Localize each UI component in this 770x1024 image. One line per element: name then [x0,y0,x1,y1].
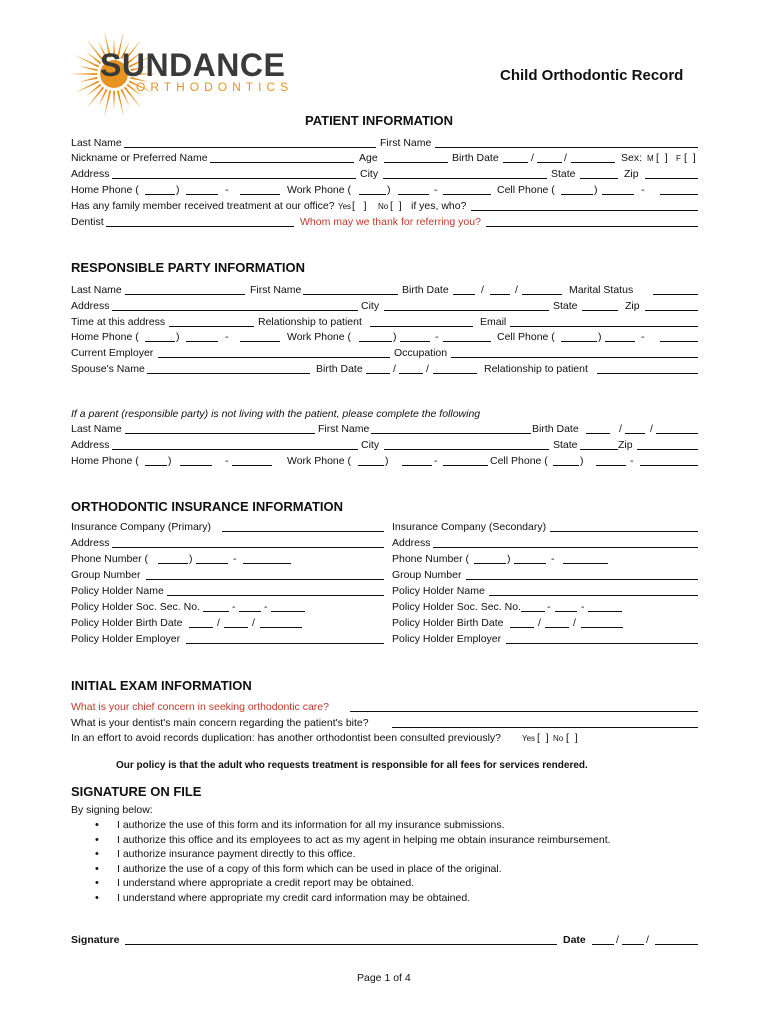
rp-home-area-field[interactable] [145,331,175,342]
paren-close: ) [176,331,180,343]
date-separator: / [426,363,429,375]
ins-secondary-holder-field[interactable] [489,585,698,596]
phone-dash: - [233,553,237,565]
referral-label: Whom may we thank for referring you? [300,216,481,228]
family-no-label: No [378,202,389,211]
sun-ray [104,90,111,117]
rp-cell-prefix-field[interactable] [605,331,635,342]
sun-ray [70,73,97,75]
parent-state-field[interactable] [580,439,618,450]
patient-home-prefix-field[interactable] [186,184,218,195]
birth-year-field[interactable] [571,152,615,163]
list-item: • I authorize the use of a copy of this form which can be used in place of the original. [95,862,611,877]
paren-close: ) [507,553,511,565]
parent-address-field[interactable] [112,439,358,450]
birth-day-field[interactable] [537,152,562,163]
rp-relationship-label: Relationship to patient [258,316,362,328]
patient-work-phone-label: Work Phone ( [287,184,351,196]
age-field[interactable] [384,152,448,163]
patient-cell-line-field[interactable] [660,184,698,195]
rp-work-area-field[interactable] [359,331,392,342]
ins-primary-birth-year[interactable] [260,617,302,628]
sex-f-checkbox[interactable]: [ ] [684,152,696,164]
brand-tagline: ORTHODONTICS [136,80,294,94]
rp-employer-label: Current Employer [71,347,154,359]
rp-work-prefix-field[interactable] [400,331,430,342]
parent-birth-label: Birth Date [532,423,579,435]
paren-close: ) [594,184,598,196]
rp-city-label: City [361,300,380,312]
date-separator: / [515,284,518,296]
parent-state-label: State [553,439,578,451]
phone-dash: - [435,331,439,343]
sun-ray [74,55,99,68]
parent-home-area-field[interactable] [145,455,167,466]
parent-city-label: City [361,439,380,451]
brand-name: SUNDANCE [100,47,286,83]
date-separator: / [531,152,534,164]
paren-close: ) [168,455,172,467]
rp-birth-month-field[interactable] [453,284,475,295]
rp-home-line-field[interactable] [240,331,280,342]
paren-close: ) [580,455,584,467]
list-item: • I authorize the use of this form and its information for all my insurance submissions. [95,818,611,833]
date-separator: / [481,284,484,296]
rp-employer-field[interactable] [158,347,390,358]
list-item: • I understand where appropriate my credit card information may be obtained. [95,891,611,906]
rp-birth-day-field[interactable] [490,284,510,295]
rp-email-label: Email [480,316,507,328]
ins-secondary-area-field[interactable] [474,553,506,564]
parent-first-name-field[interactable] [371,423,531,434]
parent-home-prefix-field[interactable] [180,455,212,466]
parent-home-phone-label: Home Phone ( [71,455,139,467]
sex-m-checkbox[interactable]: [ ] [656,152,668,164]
ins-primary-ssn-3[interactable] [271,601,305,612]
rp-time-at-field[interactable] [169,316,254,327]
paren-close: ) [598,331,602,343]
parent-work-phone-label: Work Phone ( [287,455,351,467]
date-separator: / [217,617,220,629]
patient-zip-label: Zip [624,168,639,180]
ins-secondary-birth-label: Policy Holder Birth Date [392,617,504,629]
patient-cell-area-field[interactable] [561,184,593,195]
spouse-birth-day-field[interactable] [399,363,423,374]
patient-work-area-field[interactable] [359,184,386,195]
patient-home-line-field[interactable] [240,184,280,195]
date-separator: / [564,152,567,164]
parent-birth-year-field[interactable] [656,423,698,434]
parent-address-label: Address [71,439,110,451]
paren-close: ) [387,184,391,196]
paren-close: ) [176,184,180,196]
date-separator: / [650,423,653,435]
spouse-birth-label: Birth Date [316,363,363,375]
parent-cell-phone-label: Cell Phone ( [490,455,548,467]
referral-field[interactable] [486,216,698,227]
parent-first-name-label: First Name [318,423,370,435]
rp-address-field[interactable] [112,300,358,311]
rp-address-label: Address [71,300,110,312]
rp-state-label: State [553,300,578,312]
rp-email-field[interactable] [510,316,698,327]
ins-primary-prefix-field[interactable] [196,553,228,564]
list-item: • I authorize insurance payment directly to this office. [95,847,611,862]
patient-first-name-field[interactable] [435,137,698,148]
signature-heading: SIGNATURE ON FILE [71,784,202,799]
sun-ray [117,90,124,117]
prev-ortho-yes-checkbox[interactable]: [ ] [537,732,549,744]
sun-ray [113,91,115,110]
parent-home-line-field[interactable] [232,455,272,466]
phone-dash: - [551,553,555,565]
ins-secondary-employer-field[interactable] [506,633,698,644]
rp-time-at-label: Time at this address [71,316,166,328]
spouse-birth-month-field[interactable] [366,363,390,374]
rp-work-line-field[interactable] [443,331,491,342]
rp-last-name-field[interactable] [125,284,245,295]
sun-ray [74,80,99,93]
ins-primary-ssn-label: Policy Holder Soc. Sec. No. [71,601,200,613]
ins-primary-address-field[interactable] [112,537,384,548]
dentist-field[interactable] [106,216,294,227]
ins-primary-phone-label: Phone Number ( [71,553,149,565]
previous-ortho-question: In an effort to avoid records duplication: has another orthodontist been consulted previously? [71,732,501,744]
date-label: Date [563,934,586,946]
rp-relationship-field[interactable] [370,316,473,327]
rp-occupation-label: Occupation [394,347,448,359]
date-separator: / [252,617,255,629]
patient-zip-field[interactable] [645,168,698,179]
parent-birth-month-field[interactable] [586,423,610,434]
rp-marital-field[interactable] [653,284,698,295]
ins-primary-birth-month[interactable] [189,617,213,628]
ins-secondary-ssn-1[interactable] [521,601,545,612]
phone-dash: - [225,184,229,196]
rp-city-field[interactable] [384,300,549,311]
patient-address-label: Address [71,168,110,180]
phone-dash: - [630,455,634,467]
patient-city-label: City [360,168,379,180]
birth-date-label: Birth Date [452,152,499,164]
family-no-checkbox[interactable]: [ ] [390,200,402,212]
date-separator: / [573,617,576,629]
rp-zip-field[interactable] [645,300,698,311]
parent-last-name-field[interactable] [125,423,315,434]
parent-cell-line-field[interactable] [640,455,698,466]
ins-primary-employer-label: Policy Holder Employer [71,633,181,645]
patient-cell-prefix-field[interactable] [602,184,634,195]
ins-primary-field[interactable] [222,521,384,532]
ins-secondary-phone-label: Phone Number ( [392,553,470,565]
ins-secondary-field[interactable] [550,521,698,532]
parent-cell-prefix-field[interactable] [596,455,626,466]
list-item: • I understand where appropriate a credit report may be obtained. [95,876,611,891]
patient-last-name-field[interactable] [124,137,376,148]
family-yes-checkbox[interactable]: [ ] [352,200,367,212]
ssn-dash: - [232,601,236,613]
birth-month-field[interactable] [503,152,528,163]
ins-primary-holder-field[interactable] [167,585,384,596]
sig-date-year[interactable] [655,934,698,945]
ins-secondary-group-field[interactable] [466,569,698,580]
signature-field[interactable] [125,934,557,945]
rp-cell-area-field[interactable] [561,331,597,342]
responsible-party-heading: RESPONSIBLE PARTY INFORMATION [71,260,306,275]
rp-occupation-field[interactable] [451,347,698,358]
ins-primary-label: Insurance Company (Primary) [71,521,212,533]
parent-last-name-label: Last Name [71,423,122,435]
rp-zip-label: Zip [625,300,640,312]
signature-label: Signature [71,934,120,946]
parent-work-line-field[interactable] [443,455,488,466]
patient-address-field[interactable] [112,168,356,179]
date-separator: / [646,934,649,946]
patient-work-line-field[interactable] [443,184,491,195]
sun-ray [79,77,98,82]
spouse-name-label: Spouse's Name [71,363,145,375]
date-separator: / [538,617,541,629]
rp-last-name-label: Last Name [71,284,122,296]
ssn-dash: - [547,601,551,613]
parent-city-field[interactable] [384,439,549,450]
ins-secondary-birth-month[interactable] [510,617,534,628]
ins-secondary-address-field[interactable] [433,537,698,548]
chief-concern-question: What is your chief concern in seeking orthodontic care? [71,701,329,713]
parent-zip-label: Zip [618,439,633,451]
date-separator: / [616,934,619,946]
patient-cell-phone-label: Cell Phone ( [497,184,555,196]
ins-secondary-birth-year[interactable] [581,617,623,628]
rp-cell-line-field[interactable] [660,331,698,342]
family-who-field[interactable] [471,200,698,211]
ins-secondary-ssn-3[interactable] [588,601,622,612]
prev-ortho-yes-label: Yes [522,734,536,743]
signature-intro: By signing below: [71,804,153,816]
patient-state-field[interactable] [580,168,618,179]
ins-primary-ssn-1[interactable] [203,601,229,612]
ins-secondary-prefix-field[interactable] [514,553,546,564]
sex-label: Sex: [621,152,643,164]
ins-secondary-line-field[interactable] [563,553,608,564]
patient-state-label: State [551,168,576,180]
authorization-list [95,818,611,905]
spouse-birth-year-field[interactable] [433,363,477,374]
prev-ortho-no-label: No [553,734,564,743]
dentist-label: Dentist [71,216,104,228]
patient-city-field[interactable] [383,168,547,179]
rp-cell-phone-label: Cell Phone ( [497,331,555,343]
parent-note: If a parent (responsible party) is not living with the patient, please complete the following [71,408,481,420]
chief-concern-field[interactable] [350,701,698,712]
list-item: • I authorize this office and its employees to act as my agent in helping me obtain insurance reimbursement. [95,833,611,848]
sun-ray [79,66,98,71]
rp-state-field[interactable] [582,300,618,311]
spouse-name-field[interactable] [147,363,310,374]
rp-home-phone-label: Home Phone ( [71,331,139,343]
ins-secondary-group-label: Group Number [392,569,462,581]
ins-primary-birth-day[interactable] [224,617,248,628]
parent-zip-field[interactable] [637,439,698,450]
ins-secondary-birth-day[interactable] [545,617,569,628]
ins-primary-employer-field[interactable] [186,633,384,644]
patient-home-phone-label: Home Phone ( [71,184,139,196]
document-title: Child Orthodontic Record [500,67,684,84]
phone-dash: - [225,455,229,467]
ins-primary-address-label: Address [71,537,110,549]
patient-info-heading: PATIENT INFORMATION [305,113,454,128]
family-yes-label: Yes [338,202,352,211]
rp-birth-year-field[interactable] [522,284,562,295]
spouse-relationship-field[interactable] [597,363,698,374]
fees-policy-note: Our policy is that the adult who requests treatment is responsible for all fees for services rendered. [116,760,588,771]
ins-secondary-address-label: Address [392,537,431,549]
phone-dash: - [434,184,438,196]
nickname-field[interactable] [210,152,354,163]
rp-first-name-field[interactable] [303,284,398,295]
ins-secondary-employer-label: Policy Holder Employer [392,633,502,645]
rp-birth-date-label: Birth Date [402,284,449,296]
patient-first-name-label: First Name [380,137,432,149]
date-separator: / [393,363,396,375]
ins-primary-line-field[interactable] [243,553,291,564]
phone-dash: - [434,455,438,467]
prev-ortho-no-checkbox[interactable]: [ ] [566,732,578,744]
paren-close: ) [189,553,193,565]
ins-primary-birth-label: Policy Holder Birth Date [71,617,183,629]
dentist-concern-question: What is your dentist's main concern regarding the patient's bite? [71,717,369,729]
rp-work-phone-label: Work Phone ( [287,331,351,343]
spouse-relationship-label: Relationship to patient [484,363,588,375]
ins-secondary-label: Insurance Company (Secondary) [392,521,547,533]
sun-ray [86,84,102,97]
sex-m-label: M [647,154,654,163]
parent-work-prefix-field[interactable] [402,455,432,466]
parent-work-area-field[interactable] [358,455,384,466]
age-label: Age [359,152,378,164]
exam-heading: INITIAL EXAM INFORMATION [71,678,252,693]
nickname-label: Nickname or Preferred Name [71,152,208,164]
ins-secondary-ssn-label: Policy Holder Soc. Sec. No. [392,601,521,613]
ins-secondary-holder-label: Policy Holder Name [392,585,485,597]
if-yes-who-label: if yes, who? [411,200,467,212]
sig-date-day[interactable] [622,934,644,945]
page-number: Page 1 of 4 [357,972,411,984]
ins-secondary-ssn-2[interactable] [555,601,577,612]
ins-primary-holder-label: Policy Holder Name [71,585,164,597]
ins-primary-area-field[interactable] [158,553,188,564]
patient-home-area-field[interactable] [145,184,175,195]
ssn-dash: - [264,601,268,613]
patient-work-prefix-field[interactable] [398,184,429,195]
paren-close: ) [385,455,389,467]
ins-primary-ssn-2[interactable] [239,601,261,612]
dentist-concern-field[interactable] [392,717,698,728]
rp-home-prefix-field[interactable] [186,331,218,342]
sig-date-month[interactable] [592,934,614,945]
phone-dash: - [641,331,645,343]
ssn-dash: - [581,601,585,613]
insurance-heading: ORTHODONTIC INSURANCE INFORMATION [71,499,344,514]
ins-primary-group-field[interactable] [146,569,384,580]
family-treatment-question: Has any family member received treatment at our office? [71,200,335,212]
rp-marital-label: Marital Status [569,284,634,296]
parent-cell-area-field[interactable] [553,455,579,466]
paren-close: ) [393,331,397,343]
sex-f-label: F [676,154,681,163]
patient-last-name-label: Last Name [71,137,122,149]
ins-primary-group-label: Group Number [71,569,141,581]
date-separator: / [619,423,622,435]
sun-ray [87,87,105,109]
parent-birth-day-field[interactable] [625,423,645,434]
rp-first-name-label: First Name [250,284,302,296]
phone-dash: - [641,184,645,196]
phone-dash: - [225,331,229,343]
